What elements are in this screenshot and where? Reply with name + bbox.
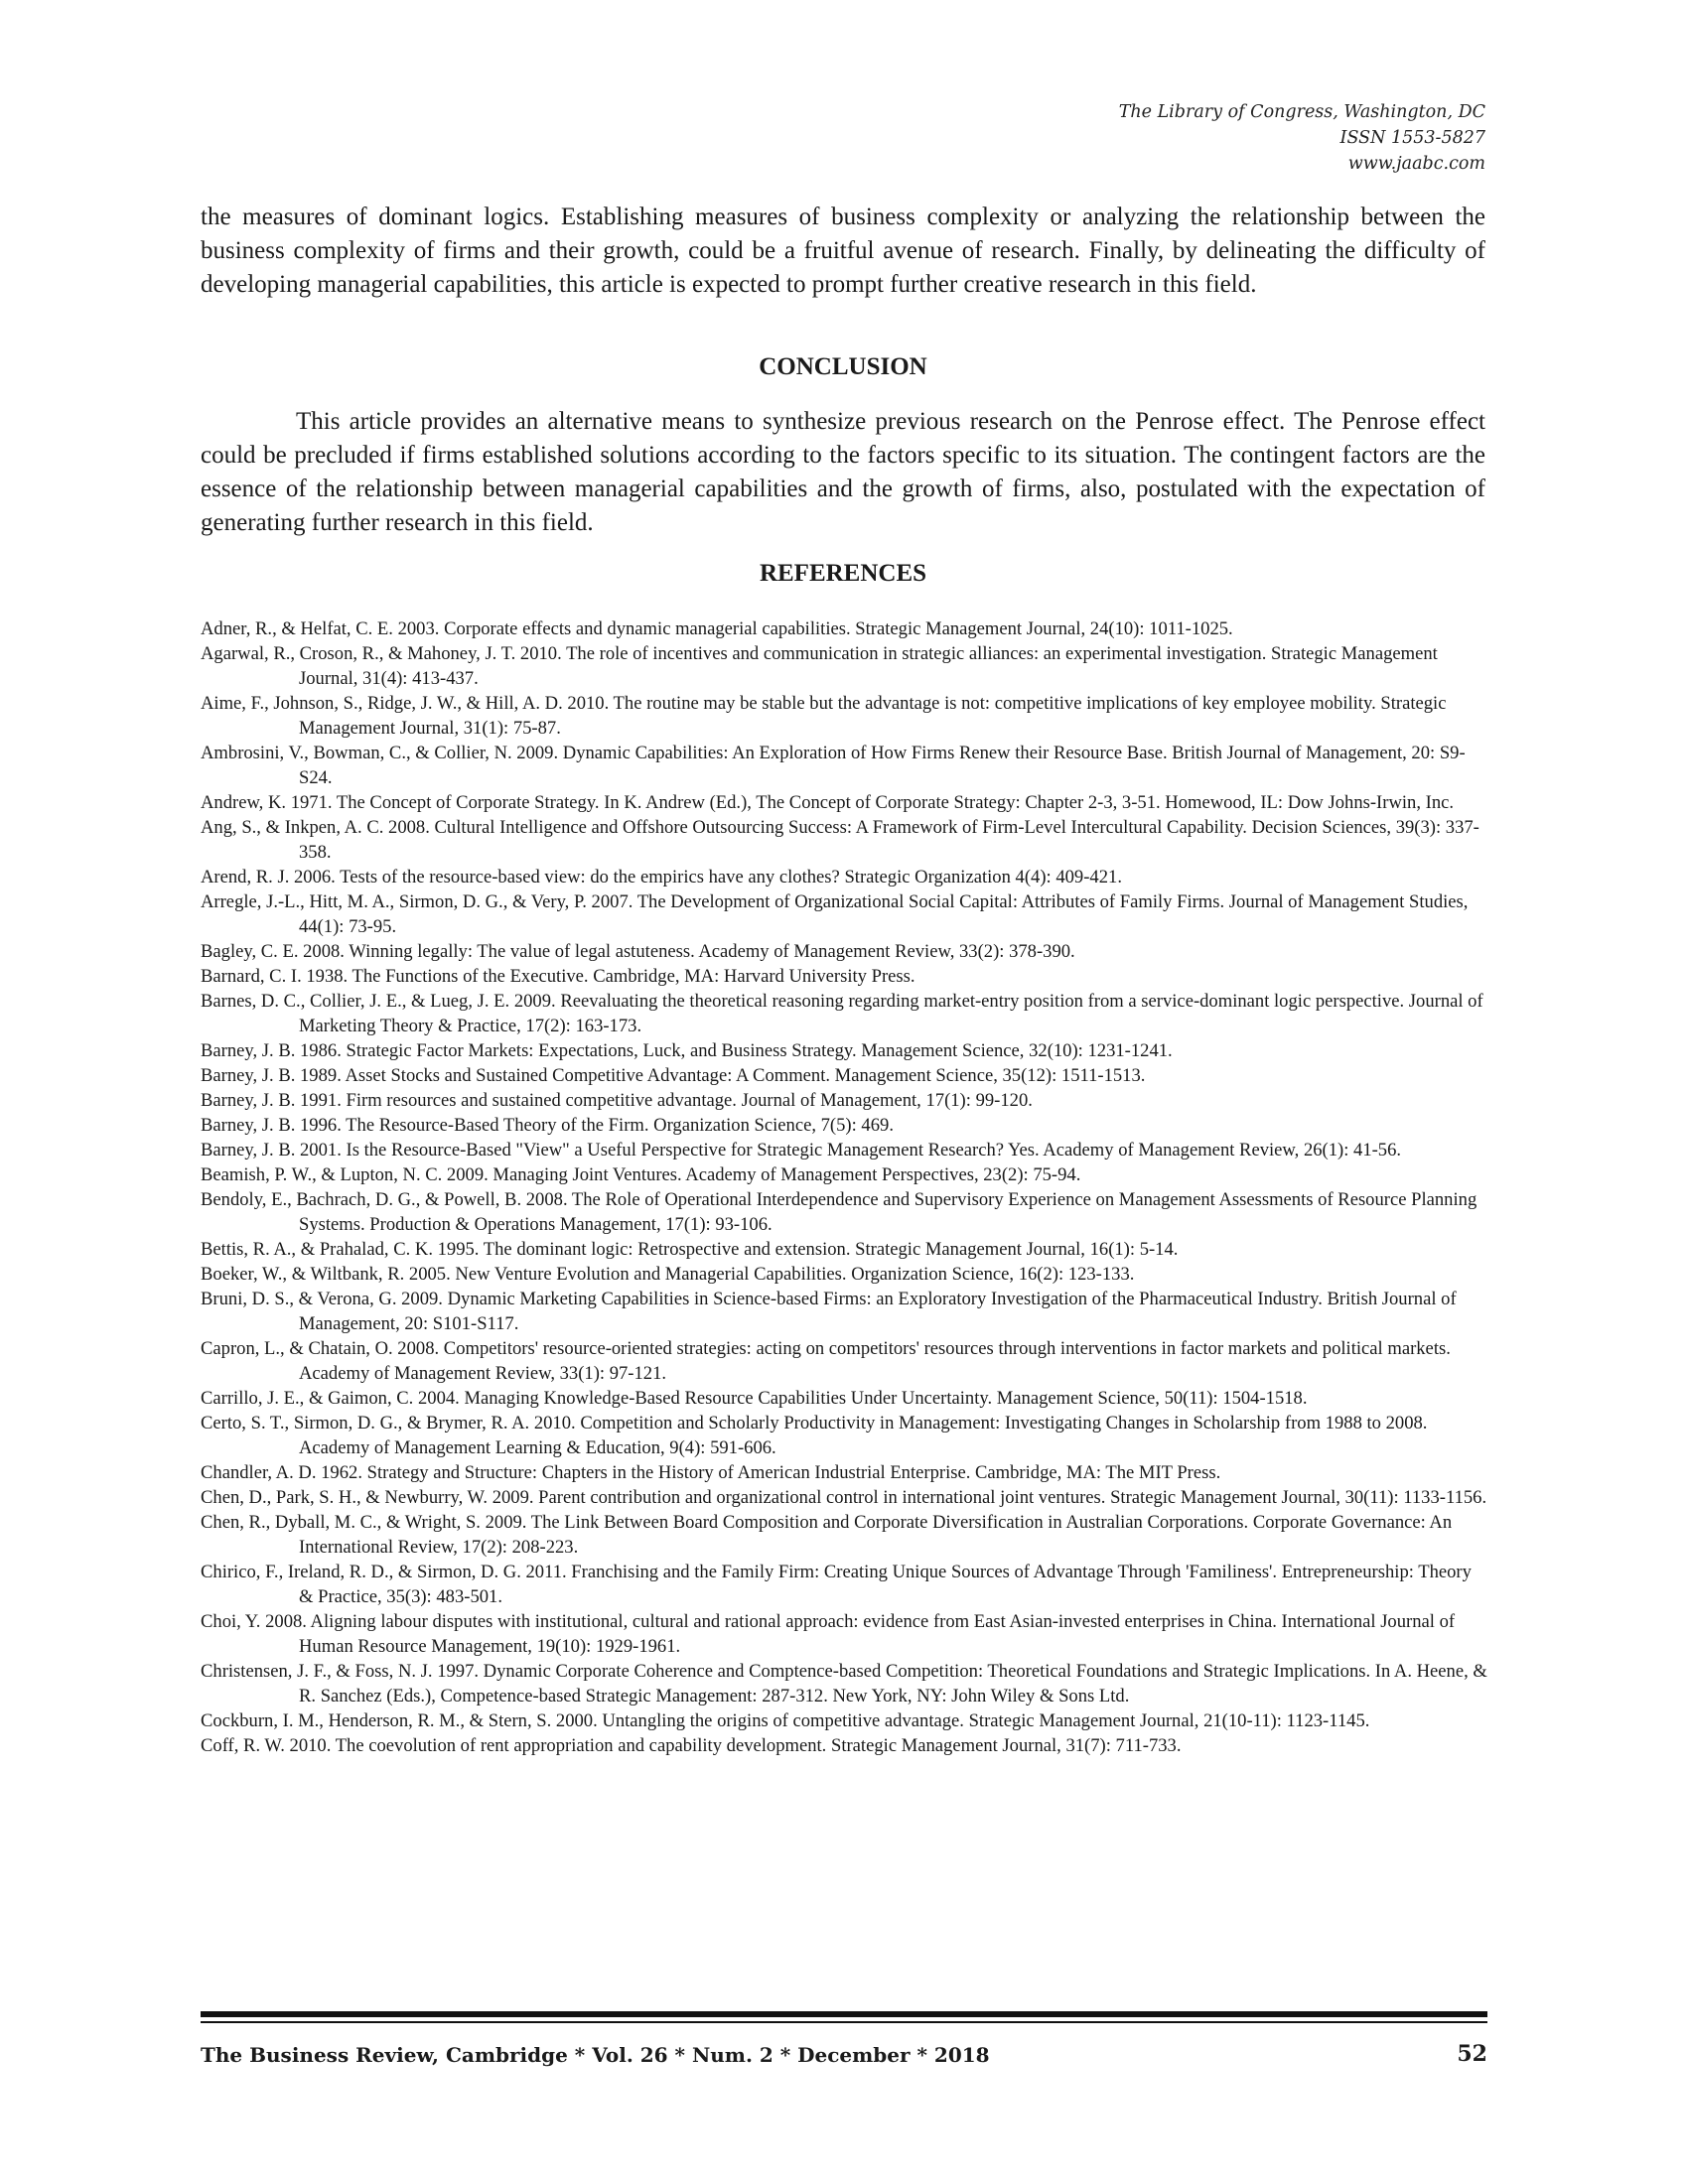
reference-entry: Agarwal, R., Croson, R., & Mahoney, J. T. 2010. The role of incentives and communication in strategic alliances: an experimental investigation. Strategic Management Journal, 31(4): 413-437. (201, 643, 1438, 689)
intro-paragraph: the measures of dominant logics. Establishing measures of business complexity or analyzing the relationship between the business complexity of firms and their growth, could be a fruitful avenue of research. Finally, by delineating the difficulty of developing managerial capabilities, this article is expected to prompt further creative research in this field. (201, 204, 1485, 298)
reference-entry: Barnard, C. I. 1938. The Functions of the Executive. Cambridge, MA: Harvard University Press. (201, 966, 915, 987)
reference-entry: Cockburn, I. M., Henderson, R. M., & Stern, S. 2000. Untangling the origins of competitive advantage. Strategic Management Journal, 21(10-11): 1123-1145. (201, 1710, 1370, 1731)
header-issn: ISSN 1553-5827 (1339, 128, 1485, 148)
page-number: 52 (1457, 2041, 1487, 2067)
conclusion-paragraph: This article provides an alternative means to synthesize previous research on the Penrose effect. The Penrose effect could be precluded if firms established solutions according to the factors specific to its situation. The contingent factors are the essence of the relationship between managerial capabilities and the growth of firms, also, postulated with the expectation of generating further research in this field. (201, 408, 1485, 536)
reference-entry: Ang, S., & Inkpen, A. C. 2008. Cultural Intelligence and Offshore Outsourcing Success: A Framework of Firm-Level Intercultural Capability. Decision Sciences, 39(3): 337-358. (201, 817, 1479, 863)
reference-entry: Bettis, R. A., & Prahalad, C. K. 1995. The dominant logic: Retrospective and extension. Strategic Management Journal, 16(1): 5-14. (201, 1239, 1179, 1260)
reference-list (201, 616, 1487, 1758)
reference-entry: Carrillo, J. E., & Gaimon, C. 2004. Managing Knowledge-Based Resource Capabilities Under Uncertainty. Management Science, 50(11): 1504-1518. (201, 1388, 1308, 1409)
footer-journal-info: The Business Review, Cambridge * Vol. 26 * Num. 2 * December * 2018 (201, 2043, 990, 2067)
reference-entry: Capron, L., & Chatain, O. 2008. Competitors' resource-oriented strategies: acting on competitors' resources through interventions in factor markets and political markets. Academy of Management Review, 33(1): 97-121. (201, 1338, 1451, 1384)
running-header (1119, 99, 1485, 177)
footer-rule (201, 2011, 1487, 2017)
reference-entry: Chen, D., Park, S. H., & Newburry, W. 2009. Parent contribution and organizational control in international joint ventures. Strategic Management Journal, 30(11): 1133-1156. (201, 1487, 1487, 1508)
reference-entry: Certo, S. T., Sirmon, D. G., & Brymer, R. A. 2010. Competition and Scholarly Productivity in Management: Investigating Changes in Scholarship from 1988 to 2008. Academy of Management Learning & Education, 9(4): 591-606. (201, 1413, 1428, 1458)
conclusion-heading: CONCLUSION (759, 353, 927, 380)
reference-entry: Barney, J. B. 2001. Is the Resource-Based "View" a Useful Perspective for Strategic Management Research? Yes. Academy of Management Review, 26(1): 41-56. (201, 1140, 1402, 1160)
reference-entry: Christensen, J. F., & Foss, N. J. 1997. Dynamic Corporate Coherence and Comptence-based Competition: Theoretical Foundations and Strategic Implications. In A. Heene, & R. Sanchez (Eds.), Competence-based Strategic Management: 287-312. New York, NY: John Wiley & Sons Ltd. (201, 1661, 1487, 1706)
reference-entry: Barney, J. B. 1991. Firm resources and sustained competitive advantage. Journal of Management, 17(1): 99-120. (201, 1090, 1033, 1111)
reference-entry: Ambrosini, V., Bowman, C., & Collier, N. 2009. Dynamic Capabilities: An Exploration of How Firms Renew their Resource Base. British Journal of Management, 20: S9-S24. (201, 743, 1466, 788)
reference-entry: Arregle, J.-L., Hitt, M. A., Sirmon, D. G., & Very, P. 2007. The Development of Organizational Social Capital: Attributes of Family Firms. Journal of Management Studies, 44(1): 73-95. (201, 891, 1469, 937)
reference-entry: Adner, R., & Helfat, C. E. 2003. Corporate effects and dynamic managerial capabilities. Strategic Management Journal, 24(10): 1011-1025. (201, 618, 1233, 639)
reference-entry: Choi, Y. 2008. Aligning labour disputes with institutional, cultural and rational approach: evidence from East Asian-invested enterprises in China. International Journal of Human Resource Management, 19(10): 1929-1961. (201, 1611, 1456, 1657)
reference-entry: Bendoly, E., Bachrach, D. G., & Powell, B. 2008. The Role of Operational Interdependence and Supervisory Experience on Management Assessments of Resource Planning Systems. Production & Operations Management, 17(1): 93-106. (201, 1189, 1477, 1235)
reference-entry: Chandler, A. D. 1962. Strategy and Structure: Chapters in the History of American Industrial Enterprise. Cambridge, MA: The MIT Press. (201, 1462, 1221, 1483)
reference-entry: Barney, J. B. 1986. Strategic Factor Markets: Expectations, Luck, and Business Strategy. Management Science, 32(10): 1231-1241. (201, 1040, 1173, 1061)
reference-entry: Andrew, K. 1971. The Concept of Corporate Strategy. In K. Andrew (Ed.), The Concept of Corporate Strategy: Chapter 2-3, 3-51. Homewood, IL: Dow Johns-Irwin, Inc. (201, 792, 1455, 813)
reference-entry: Barnes, D. C., Collier, J. E., & Lueg, J. E. 2009. Reevaluating the theoretical reasoning regarding market-entry position from a service-dominant logic perspective. Journal of Marketing Theory & Practice, 17(2): 163-173. (201, 991, 1483, 1036)
reference-entry: Aime, F., Johnson, S., Ridge, J. W., & Hill, A. D. 2010. The routine may be stable but the advantage is not: competitive implications of key employee mobility. Strategic Management Journal, 31(1): 75-87. (201, 693, 1447, 739)
header-website: www.jaabc.com (1347, 154, 1485, 174)
reference-entry: Bagley, C. E. 2008. Winning legally: The value of legal astuteness. Academy of Management Review, 33(2): 378-390. (201, 941, 1075, 962)
reference-entry: Beamish, P. W., & Lupton, N. C. 2009. Managing Joint Ventures. Academy of Management Perspectives, 23(2): 75-94. (201, 1164, 1081, 1185)
reference-entry: Chen, R., Dyball, M. C., & Wright, S. 2009. The Link Between Board Composition and Corporate Diversification in Australian Corporations. Corporate Governance: An International Review, 17(2): 208-223. (201, 1512, 1453, 1558)
reference-entry: Chirico, F., Ireland, R. D., & Sirmon, D. G. 2011. Franchising and the Family Firm: Creating Unique Sources of Advantage Through 'Familiness'. Entrepreneurship: Theory & Practice, 35(3): 483-501. (201, 1562, 1472, 1607)
reference-entry: Arend, R. J. 2006. Tests of the resource-based view: do the empirics have any clothes? Strategic Organization 4(4): 409-421. (201, 867, 1122, 887)
reference-entry: Boeker, W., & Wiltbank, R. 2005. New Venture Evolution and Managerial Capabilities. Organization Science, 16(2): 123-133. (201, 1264, 1135, 1285)
footer-rule-thin (201, 2021, 1487, 2023)
header-publisher: The Library of Congress, Washington, DC (1118, 102, 1485, 122)
reference-entry: Coff, R. W. 2010. The coevolution of rent appropriation and capability development. Strategic Management Journal, 31(7): 711-733. (201, 1735, 1182, 1756)
reference-entry: Bruni, D. S., & Verona, G. 2009. Dynamic Marketing Capabilities in Science-based Firms: an Exploratory Investigation of the Pharmaceutical Industry. British Journal of Management, 20: S101-S117. (201, 1289, 1457, 1334)
reference-entry: Barney, J. B. 1989. Asset Stocks and Sustained Competitive Advantage: A Comment. Management Science, 35(12): 1511-1513. (201, 1065, 1146, 1086)
reference-entry: Barney, J. B. 1996. The Resource-Based Theory of the Firm. Organization Science, 7(5): 469. (201, 1115, 894, 1136)
references-heading: REFERENCES (759, 560, 927, 587)
